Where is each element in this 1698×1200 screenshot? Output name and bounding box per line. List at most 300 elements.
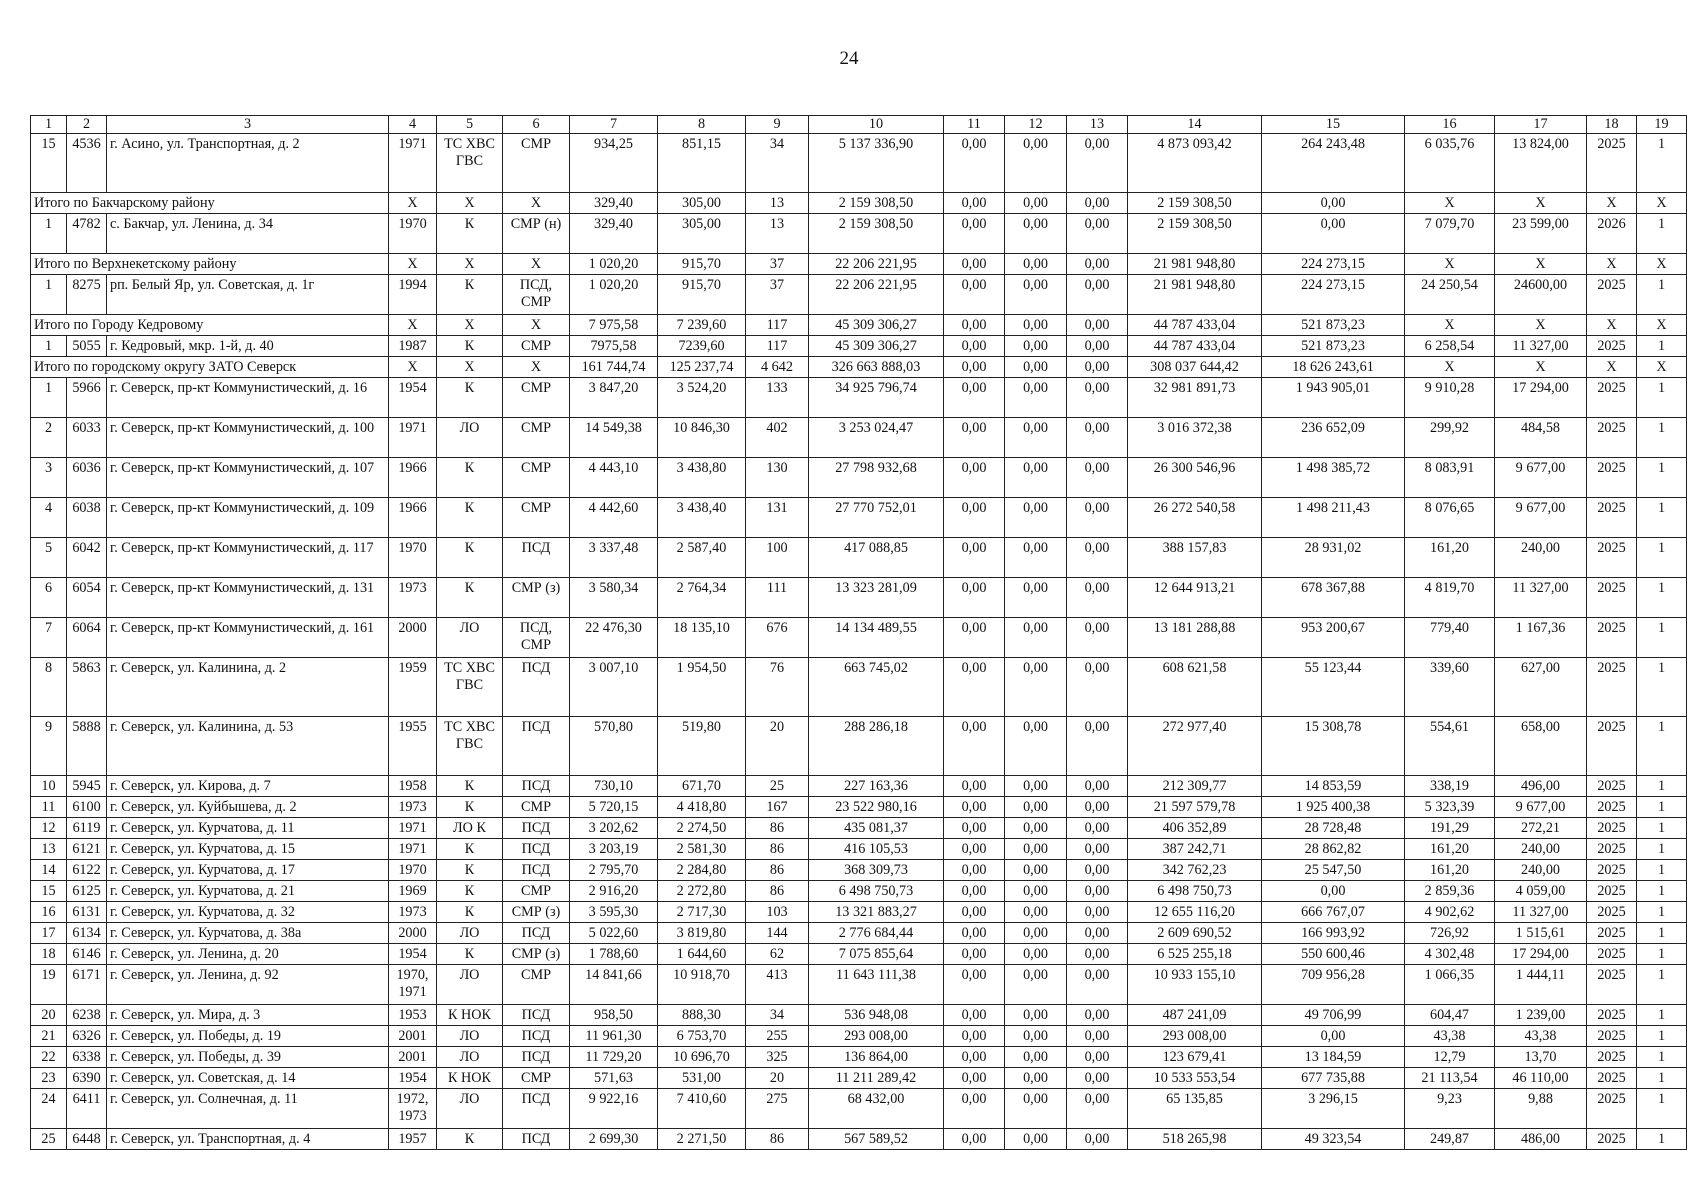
table-cell: 2 776 684,44 bbox=[809, 923, 944, 944]
table-cell: 416 105,53 bbox=[809, 839, 944, 860]
table-cell: 22 476,30 bbox=[570, 618, 658, 658]
table-cell: 236 652,09 bbox=[1262, 418, 1405, 458]
table-cell: 240,00 bbox=[1495, 839, 1587, 860]
table-cell: 6038 bbox=[67, 498, 107, 538]
address-cell: г. Северск, ул. Победы, д. 19 bbox=[107, 1026, 389, 1047]
column-header: 14 bbox=[1128, 116, 1262, 134]
table-cell: 45 309 306,27 bbox=[809, 315, 944, 336]
table-cell: 14 853,59 bbox=[1262, 776, 1405, 797]
table-cell: 1 bbox=[31, 336, 67, 357]
table-cell: 1 bbox=[1637, 717, 1687, 776]
table-cell: ПСД, СМР bbox=[503, 275, 570, 315]
table-cell: 240,00 bbox=[1495, 538, 1587, 578]
address-cell: г. Северск, пр-кт Коммунистический, д. 16 bbox=[107, 378, 389, 418]
table-cell: 17 294,00 bbox=[1495, 378, 1587, 418]
table-cell: 671,70 bbox=[658, 776, 746, 797]
table-cell: 43,38 bbox=[1405, 1026, 1495, 1047]
table-cell: 496,00 bbox=[1495, 776, 1587, 797]
table-cell: X bbox=[503, 193, 570, 214]
table-cell: 2025 bbox=[1587, 881, 1637, 902]
table-cell: 6 258,54 bbox=[1405, 336, 1495, 357]
table-cell: 4 418,80 bbox=[658, 797, 746, 818]
table-cell: 531,00 bbox=[658, 1068, 746, 1089]
table-cell: 1 bbox=[1637, 458, 1687, 498]
table-cell: 608 621,58 bbox=[1128, 658, 1262, 717]
table-cell: 0,00 bbox=[1005, 1047, 1067, 1068]
table-cell: 123 679,41 bbox=[1128, 1047, 1262, 1068]
table-cell: X bbox=[1587, 254, 1637, 275]
table-cell: СМР bbox=[503, 881, 570, 902]
table-cell: 9 677,00 bbox=[1495, 498, 1587, 538]
table-cell: СМР bbox=[503, 1068, 570, 1089]
table-cell: ПСД bbox=[503, 1089, 570, 1129]
table-cell: 86 bbox=[746, 839, 809, 860]
table-cell: 1 bbox=[1637, 498, 1687, 538]
table-cell: 487 241,09 bbox=[1128, 1005, 1262, 1026]
table-cell: 0,00 bbox=[1262, 214, 1405, 254]
address-cell: г. Северск, ул. Ленина, д. 20 bbox=[107, 944, 389, 965]
table-cell: СМР (з) bbox=[503, 578, 570, 618]
table-cell: 1 943 905,01 bbox=[1262, 378, 1405, 418]
table-cell: 6134 bbox=[67, 923, 107, 944]
table-cell: 6326 bbox=[67, 1026, 107, 1047]
table-cell: 14 bbox=[31, 860, 67, 881]
table-row bbox=[31, 818, 1687, 839]
table-cell: 288 286,18 bbox=[809, 717, 944, 776]
table-cell: ПСД bbox=[503, 1047, 570, 1068]
table-cell: 2025 bbox=[1587, 965, 1637, 1005]
table-cell: 1959 bbox=[389, 658, 437, 717]
table-cell: X bbox=[1637, 193, 1687, 214]
table-cell: ЛО bbox=[437, 1026, 503, 1047]
table-cell: 1954 bbox=[389, 944, 437, 965]
table-cell: 16 bbox=[31, 902, 67, 923]
table-cell: 2025 bbox=[1587, 578, 1637, 618]
table-cell: 3 007,10 bbox=[570, 658, 658, 717]
table-cell: 2 274,50 bbox=[658, 818, 746, 839]
table-cell: X bbox=[1495, 193, 1587, 214]
table-cell: 21 113,54 bbox=[1405, 1068, 1495, 1089]
table-cell: 730,10 bbox=[570, 776, 658, 797]
table-cell: 554,61 bbox=[1405, 717, 1495, 776]
table-cell: 521 873,23 bbox=[1262, 315, 1405, 336]
table-cell: 2001 bbox=[389, 1047, 437, 1068]
table-cell: 4 642 bbox=[746, 357, 809, 378]
table-cell: 0,00 bbox=[944, 378, 1005, 418]
table-cell: 0,00 bbox=[944, 818, 1005, 839]
table-cell: СМР bbox=[503, 378, 570, 418]
table-cell: X bbox=[1405, 357, 1495, 378]
table-cell: 0,00 bbox=[1067, 315, 1128, 336]
table-cell: 2025 bbox=[1587, 134, 1637, 193]
table-cell: 1 bbox=[1637, 538, 1687, 578]
table-cell: 0,00 bbox=[1005, 275, 1067, 315]
subtotal-label: Итого по Городу Кедровому bbox=[31, 315, 389, 336]
table-cell: 1958 bbox=[389, 776, 437, 797]
table-cell: ПСД bbox=[503, 1026, 570, 1047]
table-cell: 1 bbox=[1637, 839, 1687, 860]
table-cell: 130 bbox=[746, 458, 809, 498]
table-cell: 0,00 bbox=[1005, 839, 1067, 860]
table-cell: X bbox=[1495, 357, 1587, 378]
address-cell: г. Северск, пр-кт Коммунистический, д. 161 bbox=[107, 618, 389, 658]
table-cell: 0,00 bbox=[1067, 336, 1128, 357]
table-cell: X bbox=[1405, 254, 1495, 275]
table-cell: 34 925 796,74 bbox=[809, 378, 944, 418]
table-cell: 1987 bbox=[389, 336, 437, 357]
table-cell: 6131 bbox=[67, 902, 107, 923]
table-cell: 13 bbox=[746, 214, 809, 254]
table-cell: 28 931,02 bbox=[1262, 538, 1405, 578]
table-cell: 14 134 489,55 bbox=[809, 618, 944, 658]
table-cell: 11 729,20 bbox=[570, 1047, 658, 1068]
column-header: 9 bbox=[746, 116, 809, 134]
table-cell: ПСД bbox=[503, 860, 570, 881]
table-cell: 0,00 bbox=[944, 717, 1005, 776]
table-cell: 1971 bbox=[389, 418, 437, 458]
table-cell: 1 498 385,72 bbox=[1262, 458, 1405, 498]
table-cell: 2025 bbox=[1587, 944, 1637, 965]
table-cell: 2025 bbox=[1587, 618, 1637, 658]
table-cell: 19 bbox=[31, 965, 67, 1005]
table-cell: 0,00 bbox=[1005, 717, 1067, 776]
table-cell: 0,00 bbox=[1005, 965, 1067, 1005]
table-cell: 2025 bbox=[1587, 1089, 1637, 1129]
table-cell: 6125 bbox=[67, 881, 107, 902]
table-cell: 5966 bbox=[67, 378, 107, 418]
table-cell: 37 bbox=[746, 275, 809, 315]
table-cell: 1970 bbox=[389, 538, 437, 578]
table-cell: 1 bbox=[1637, 1129, 1687, 1150]
table-cell: 2 717,30 bbox=[658, 902, 746, 923]
table-cell: СМР bbox=[503, 418, 570, 458]
table-cell: 2 587,40 bbox=[658, 538, 746, 578]
table-cell: К bbox=[437, 839, 503, 860]
table-cell: 7975,58 bbox=[570, 336, 658, 357]
table-cell: 0,00 bbox=[1067, 797, 1128, 818]
table-cell: 329,40 bbox=[570, 214, 658, 254]
table-cell: 3 203,19 bbox=[570, 839, 658, 860]
subtotal-label: Итого по городскому округу ЗАТО Северск bbox=[31, 357, 389, 378]
table-cell: 293 008,00 bbox=[1128, 1026, 1262, 1047]
table-cell: 0,00 bbox=[1067, 578, 1128, 618]
address-cell: г. Северск, ул. Транспортная, д. 4 bbox=[107, 1129, 389, 1150]
table-cell: 49 706,99 bbox=[1262, 1005, 1405, 1026]
table-cell: 8 083,91 bbox=[1405, 458, 1495, 498]
table-row bbox=[31, 1089, 1687, 1129]
table-cell: 4 059,00 bbox=[1495, 881, 1587, 902]
table-cell: 3 202,62 bbox=[570, 818, 658, 839]
table-cell: СМР bbox=[503, 134, 570, 193]
table-cell: 5 022,60 bbox=[570, 923, 658, 944]
table-cell: 18 bbox=[31, 944, 67, 965]
table-row bbox=[31, 458, 1687, 498]
table-cell: 0,00 bbox=[944, 923, 1005, 944]
table-cell: 2025 bbox=[1587, 797, 1637, 818]
table-cell: 0,00 bbox=[944, 578, 1005, 618]
table-cell: 9 bbox=[31, 717, 67, 776]
table-cell: 11 961,30 bbox=[570, 1026, 658, 1047]
table-cell: 1 788,60 bbox=[570, 944, 658, 965]
table-cell: 13 184,59 bbox=[1262, 1047, 1405, 1068]
table-cell: 0,00 bbox=[1005, 578, 1067, 618]
table-cell: 1 bbox=[1637, 1047, 1687, 1068]
table-cell: 5 bbox=[31, 538, 67, 578]
table-cell: 4 302,48 bbox=[1405, 944, 1495, 965]
table-cell: 1 444,11 bbox=[1495, 965, 1587, 1005]
table-cell: 161,20 bbox=[1405, 538, 1495, 578]
table-cell: 3 524,20 bbox=[658, 378, 746, 418]
table-cell: 25 bbox=[31, 1129, 67, 1150]
table-cell: 676 bbox=[746, 618, 809, 658]
table-cell: 1 644,60 bbox=[658, 944, 746, 965]
table-cell: X bbox=[1405, 315, 1495, 336]
table-cell: 627,00 bbox=[1495, 658, 1587, 717]
table-row bbox=[31, 418, 1687, 458]
table-cell: ЛО bbox=[437, 418, 503, 458]
table-cell: 1973 bbox=[389, 902, 437, 923]
table-cell: 3 337,48 bbox=[570, 538, 658, 578]
table-cell: X bbox=[1587, 315, 1637, 336]
table-cell: 387 242,71 bbox=[1128, 839, 1262, 860]
table-cell: 5863 bbox=[67, 658, 107, 717]
table-cell: ПСД bbox=[503, 839, 570, 860]
table-cell: 1 bbox=[1637, 336, 1687, 357]
table-cell: 7 079,70 bbox=[1405, 214, 1495, 254]
table-cell: 6042 bbox=[67, 538, 107, 578]
table-cell: 0,00 bbox=[1067, 923, 1128, 944]
table-cell: К bbox=[437, 797, 503, 818]
table-cell: 6100 bbox=[67, 797, 107, 818]
table-cell: 1 bbox=[31, 275, 67, 315]
table-row bbox=[31, 214, 1687, 254]
table-cell: 3 847,20 bbox=[570, 378, 658, 418]
table-cell: 21 597 579,78 bbox=[1128, 797, 1262, 818]
table-cell: 5055 bbox=[67, 336, 107, 357]
table-cell: 0,00 bbox=[944, 1047, 1005, 1068]
column-header: 19 bbox=[1637, 116, 1687, 134]
table-cell: 224 273,15 bbox=[1262, 275, 1405, 315]
address-cell: г. Северск, ул. Мира, д. 3 bbox=[107, 1005, 389, 1026]
table-cell: 2 bbox=[31, 418, 67, 458]
table-cell: 1 bbox=[1637, 658, 1687, 717]
table-cell: 0,00 bbox=[944, 498, 1005, 538]
table-cell: 6121 bbox=[67, 839, 107, 860]
table-cell: 2 284,80 bbox=[658, 860, 746, 881]
table-cell: 1971 bbox=[389, 818, 437, 839]
table-cell: 888,30 bbox=[658, 1005, 746, 1026]
table-cell: 2 795,70 bbox=[570, 860, 658, 881]
table-cell: 125 237,74 bbox=[658, 357, 746, 378]
table-cell: СМР bbox=[503, 458, 570, 498]
table-cell: 0,00 bbox=[1005, 538, 1067, 578]
table-cell: 86 bbox=[746, 860, 809, 881]
table-cell: 27 798 932,68 bbox=[809, 458, 944, 498]
table-cell: 23 522 980,16 bbox=[809, 797, 944, 818]
column-header: 13 bbox=[1067, 116, 1128, 134]
table-cell: 0,00 bbox=[1067, 214, 1128, 254]
table-body bbox=[31, 116, 1687, 1150]
table-cell: 4536 bbox=[67, 134, 107, 193]
table-cell: 212 309,77 bbox=[1128, 776, 1262, 797]
column-number-row bbox=[31, 116, 1687, 134]
table-cell: 76 bbox=[746, 658, 809, 717]
table-cell: 24 250,54 bbox=[1405, 275, 1495, 315]
table-cell: 0,00 bbox=[1067, 498, 1128, 538]
table-row bbox=[31, 1005, 1687, 1026]
table-cell: 0,00 bbox=[1262, 193, 1405, 214]
table-cell: 1954 bbox=[389, 1068, 437, 1089]
table-cell: ПСД bbox=[503, 538, 570, 578]
table-cell: 0,00 bbox=[944, 618, 1005, 658]
table-cell: 11 327,00 bbox=[1495, 336, 1587, 357]
table-cell: 2 581,30 bbox=[658, 839, 746, 860]
address-cell: г. Северск, ул. Калинина, д. 2 bbox=[107, 658, 389, 717]
table-cell: 342 762,23 bbox=[1128, 860, 1262, 881]
table-cell: 26 300 546,96 bbox=[1128, 458, 1262, 498]
table-cell: 406 352,89 bbox=[1128, 818, 1262, 839]
table-cell: 0,00 bbox=[1005, 378, 1067, 418]
table-cell: К НОК bbox=[437, 1068, 503, 1089]
table-cell: 0,00 bbox=[1005, 618, 1067, 658]
table-cell: СМР bbox=[503, 498, 570, 538]
table-cell: 604,47 bbox=[1405, 1005, 1495, 1026]
table-cell: 0,00 bbox=[1067, 458, 1128, 498]
table-cell: 7 bbox=[31, 618, 67, 658]
table-cell: 6119 bbox=[67, 818, 107, 839]
table-cell: ПСД bbox=[503, 1005, 570, 1026]
table-cell: 1 bbox=[1637, 418, 1687, 458]
table-cell: 2 272,80 bbox=[658, 881, 746, 902]
table-cell: 6064 bbox=[67, 618, 107, 658]
table-cell: 0,00 bbox=[944, 944, 1005, 965]
table-cell: ТС ХВС ГВС bbox=[437, 717, 503, 776]
table-cell: СМР bbox=[503, 336, 570, 357]
column-header: 3 bbox=[107, 116, 389, 134]
table-cell: 23 bbox=[31, 1068, 67, 1089]
table-cell: 953 200,67 bbox=[1262, 618, 1405, 658]
table-cell: СМР (н) bbox=[503, 214, 570, 254]
table-cell: 14 841,66 bbox=[570, 965, 658, 1005]
table-cell: 536 948,08 bbox=[809, 1005, 944, 1026]
table-cell: 388 157,83 bbox=[1128, 538, 1262, 578]
table-cell: 5 137 336,90 bbox=[809, 134, 944, 193]
table-cell: 3 016 372,38 bbox=[1128, 418, 1262, 458]
table-cell: 1971 bbox=[389, 839, 437, 860]
table-cell: 6033 bbox=[67, 418, 107, 458]
table-cell: 4 873 093,42 bbox=[1128, 134, 1262, 193]
table-cell: 666 767,07 bbox=[1262, 902, 1405, 923]
table-cell: 0,00 bbox=[1005, 498, 1067, 538]
table-cell: 0,00 bbox=[1067, 860, 1128, 881]
table-cell: 1953 bbox=[389, 1005, 437, 1026]
table-cell: 1 239,00 bbox=[1495, 1005, 1587, 1026]
table-cell: 20 bbox=[31, 1005, 67, 1026]
table-cell: 1970 bbox=[389, 214, 437, 254]
table-cell: 9 677,00 bbox=[1495, 797, 1587, 818]
table-cell: 12 644 913,21 bbox=[1128, 578, 1262, 618]
table-cell: 9,23 bbox=[1405, 1089, 1495, 1129]
table-cell: 0,00 bbox=[1005, 315, 1067, 336]
table-cell: 4 902,62 bbox=[1405, 902, 1495, 923]
address-cell: г. Северск, пр-кт Коммунистический, д. 100 bbox=[107, 418, 389, 458]
table-cell: X bbox=[1587, 357, 1637, 378]
table-cell: 413 bbox=[746, 965, 809, 1005]
table-cell: 1 bbox=[1637, 1026, 1687, 1047]
table-cell: 4 819,70 bbox=[1405, 578, 1495, 618]
table-cell: 402 bbox=[746, 418, 809, 458]
table-cell: 1 bbox=[1637, 578, 1687, 618]
table-cell: 27 770 752,01 bbox=[809, 498, 944, 538]
table-cell: 0,00 bbox=[1067, 275, 1128, 315]
table-cell: 13 323 281,09 bbox=[809, 578, 944, 618]
table-cell: ЛО bbox=[437, 618, 503, 658]
address-cell: г. Северск, ул. Советская, д. 14 bbox=[107, 1068, 389, 1089]
table-cell: 15 bbox=[31, 881, 67, 902]
address-cell: г. Северск, ул. Курчатова, д. 21 bbox=[107, 881, 389, 902]
table-cell: 1 bbox=[1637, 618, 1687, 658]
table-cell: 21 981 948,80 bbox=[1128, 254, 1262, 275]
table-cell: 1 bbox=[1637, 881, 1687, 902]
table-cell: 2001 bbox=[389, 1026, 437, 1047]
table-cell: 249,87 bbox=[1405, 1129, 1495, 1150]
table-row bbox=[31, 1068, 1687, 1089]
column-header: 4 bbox=[389, 116, 437, 134]
table-cell: К bbox=[437, 1129, 503, 1150]
table-cell: 136 864,00 bbox=[809, 1047, 944, 1068]
table-cell: 0,00 bbox=[1067, 881, 1128, 902]
table-cell: 0,00 bbox=[1067, 1047, 1128, 1068]
table-cell: 2025 bbox=[1587, 839, 1637, 860]
table-row bbox=[31, 944, 1687, 965]
table-cell: 9,88 bbox=[1495, 1089, 1587, 1129]
table-cell: 17 294,00 bbox=[1495, 944, 1587, 965]
table-cell: 10 696,70 bbox=[658, 1047, 746, 1068]
table-cell: 0,00 bbox=[1067, 378, 1128, 418]
table-cell: 1 bbox=[1637, 1005, 1687, 1026]
table-cell: 44 787 433,04 bbox=[1128, 315, 1262, 336]
table-cell: ЛО bbox=[437, 923, 503, 944]
table-cell: 6338 bbox=[67, 1047, 107, 1068]
table-cell: 0,00 bbox=[1005, 458, 1067, 498]
table-cell: 10 bbox=[31, 776, 67, 797]
table-cell: 7 975,58 bbox=[570, 315, 658, 336]
table-cell: 0,00 bbox=[1067, 776, 1128, 797]
table-cell: 7 239,60 bbox=[658, 315, 746, 336]
table-cell: К bbox=[437, 860, 503, 881]
table-cell: 2025 bbox=[1587, 860, 1637, 881]
table-cell: 325 bbox=[746, 1047, 809, 1068]
table-cell: 34 bbox=[746, 1005, 809, 1026]
table-cell: 43,38 bbox=[1495, 1026, 1587, 1047]
table-cell: 678 367,88 bbox=[1262, 578, 1405, 618]
subtotal-label: Итого по Верхнекетскому району bbox=[31, 254, 389, 275]
table-cell: 0,00 bbox=[1005, 797, 1067, 818]
table-cell: 1 bbox=[1637, 818, 1687, 839]
table-cell: 0,00 bbox=[1067, 1089, 1128, 1129]
table-cell: ПСД bbox=[503, 658, 570, 717]
address-cell: г. Асино, ул. Транспортная, д. 2 bbox=[107, 134, 389, 193]
table-cell: 240,00 bbox=[1495, 860, 1587, 881]
subtotal-row bbox=[31, 315, 1687, 336]
table-row bbox=[31, 538, 1687, 578]
table-cell: 4 443,10 bbox=[570, 458, 658, 498]
table-cell: 0,00 bbox=[1005, 357, 1067, 378]
table-cell: 4782 bbox=[67, 214, 107, 254]
table-cell: 0,00 bbox=[944, 797, 1005, 818]
table-cell: К bbox=[437, 902, 503, 923]
table-cell: 0,00 bbox=[944, 860, 1005, 881]
